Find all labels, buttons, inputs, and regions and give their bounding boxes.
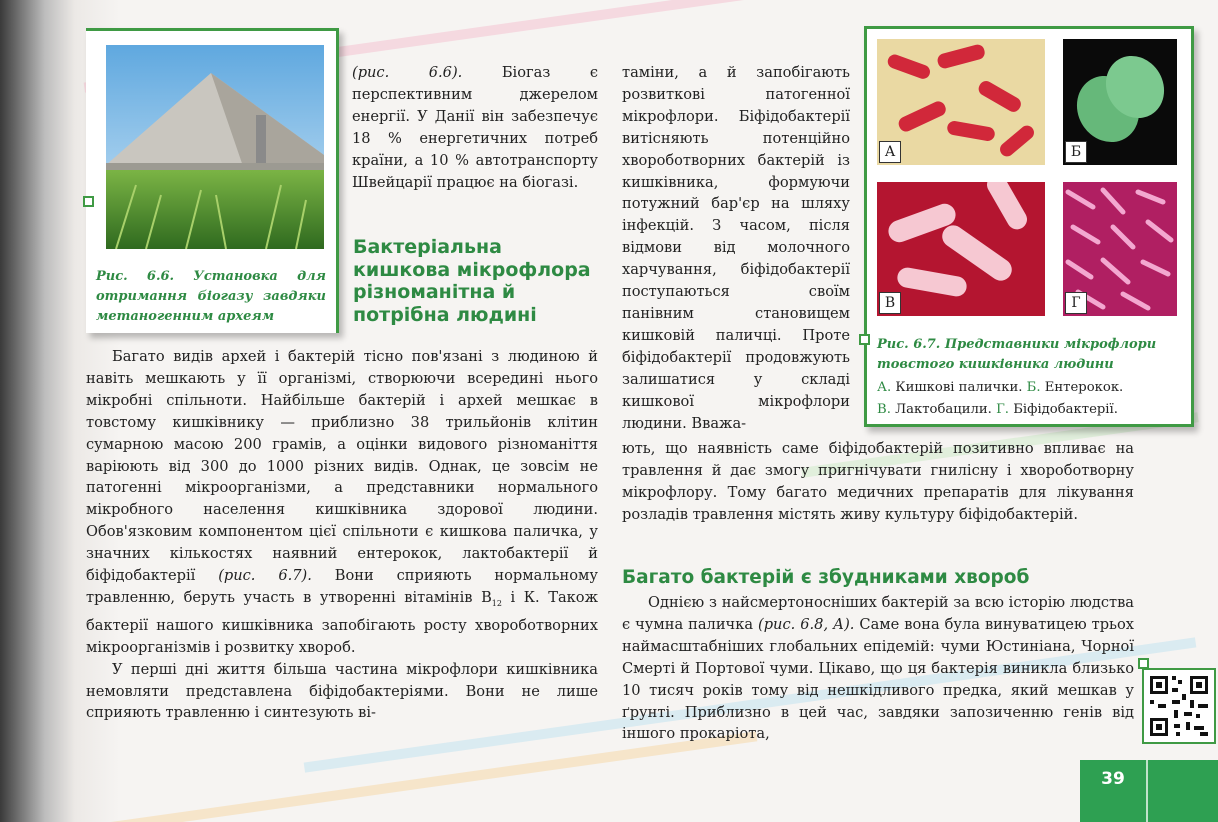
bifidobacteria-continuation: ють, що наявність саме біфідобактерій позитивно впливає на травлення й дає змогу пригнічувати гнилісну і хвороботворну мікрофлору. Тому багато медичних препаратів для лікування розладів травлення містять живу культуру біфідобактерій. [622, 440, 1134, 523]
biogas-plant-photo [106, 45, 324, 249]
legend-text: Ентерокок. [1044, 380, 1124, 395]
label-a: А [879, 141, 901, 163]
figure-reference: (рис. 6.7). [218, 567, 312, 585]
vitamins-text: Вони сприяють нормальному травленню, беруть участь в утворенні вітамінів В [86, 567, 598, 606]
column-2-text [352, 62, 598, 193]
figure-6-6 [86, 28, 339, 333]
plague-text: Однією з найсмертоносніших бактерій за всю історію людства є чумна паличка [622, 594, 1134, 633]
plague-text-cont: Саме вона була винуватицею трьох наймасштабніших глобальних епідемій: чуми Юстиніана, Чорної Смерті й Портової чуми. Цікаво, що ця бактерія виникла близько 10 тисяч років тому від нешкідливого предка, який мешкав у ґрунті. Приблизно в цей час, завдяки запозиченню генів від іншого прокаріота, [622, 615, 1134, 743]
figure-marker [83, 196, 94, 207]
figure-6-6-caption: Рис. 6.6. Установка для отримання біогазу завдяки метаногенним археям [96, 269, 326, 324]
legend-letter: А. [877, 380, 892, 395]
qr-code[interactable] [1142, 668, 1216, 744]
bifidobacteria-paragraph: таміни, а й запобігають розвиткові патогенної мікрофлори. Біфідобактерії витісняють потенційно хвороботворних бактерій із кишківника, формуючи потужний бар'єр на шляху інфекцій. З часом, після відмови від молочного харчування, біфідобактерії поступаються своїм панівним становищем кишковій паличці. Проте біфідобактерії продовжують залишатися у складі кишкової мікрофлори людини. Вважа- [622, 64, 850, 432]
label-g: Г [1065, 292, 1087, 314]
page-number: 39 [1101, 769, 1125, 789]
bifidobacteria-photo [1063, 182, 1177, 316]
figure-6-7 [864, 26, 1194, 427]
lactobacilli-photo [877, 182, 1045, 316]
legend-text: Кишкові палички. [895, 380, 1023, 395]
plague-paragraph [622, 592, 1134, 745]
legend-letter: Б. [1026, 380, 1041, 395]
label-v: В [879, 292, 901, 314]
right-column-text [622, 438, 1134, 526]
section-heading-microflora: Бактеріальна кишкова мікрофлора різноманітна й потрібна людині [353, 236, 591, 326]
microbiota-paragraph: Багато видів архей і бактерій тісно пов'язані з людиною й навіть мешкають у її організмі, створюючи всередині нього мікробні спільноти. Найбільше бактерій і архей мешкає в товстому кишківнику — приблизно 38 трильйонів клітин сумарною масою 200 грамів, а оцінки видового різноманіття варіюють від 300 до 1000 різних видів. Однак, це зовсім не патогенні мікроорганізми, а представники нормального мікробного населення кишківника здорової людини. Обов'язковим компонентом цієї спільноти є кишкова паличка, у значних кількостях наявний ентерокок, лактобактерії й біфідобактерії [86, 348, 598, 585]
figure-reference: (рис. 6.8, А). [758, 615, 855, 633]
page-number-divider [1146, 760, 1148, 822]
page-number-block [1080, 760, 1218, 822]
legend-text: Лактобацили. [895, 402, 992, 417]
label-b: Б [1065, 141, 1087, 163]
legend-letter: Г. [996, 402, 1010, 417]
biogas-paragraph: Біогаз є перспективним джерелом енергії. У Данії він забезпечує 18 % енергетичних потреб країни, а 10 % автотранспорту Швейцарії працює на біогазі. [352, 64, 598, 191]
textbook-page [70, 0, 1218, 822]
legend-letter: В. [877, 402, 891, 417]
e-coli-photo [877, 39, 1045, 165]
figure-marker [859, 334, 870, 345]
left-column-text [86, 346, 598, 724]
column-3-text [622, 62, 850, 434]
section-heading-pathogens: Багато бактерій є збудниками хвороб [622, 567, 1030, 588]
vitamins-text-cont: і К. Також бактерії нашого кишківника запобігають росту хвороботворних мікроорганізмів і розвитку хвороб. [86, 588, 598, 656]
enterococcus-photo [1063, 39, 1177, 165]
infant-microflora-paragraph: У перші дні життя більша частина мікрофлори кишківника немовляти представлена біфідобактеріями. Вони не лише сприяють травленню і синтезують ві- [86, 660, 598, 722]
legend-text: Біфідобактерії. [1013, 402, 1118, 417]
vitamin-subscript: 12 [491, 598, 502, 608]
qr-marker [1138, 658, 1149, 669]
figure-reference: (рис. 6.6). [352, 64, 463, 81]
figure-6-7-legend [877, 377, 1179, 421]
figure-6-7-caption: Рис. 6.7. Представники мікрофлори товстого кишківника людини [877, 337, 1157, 372]
